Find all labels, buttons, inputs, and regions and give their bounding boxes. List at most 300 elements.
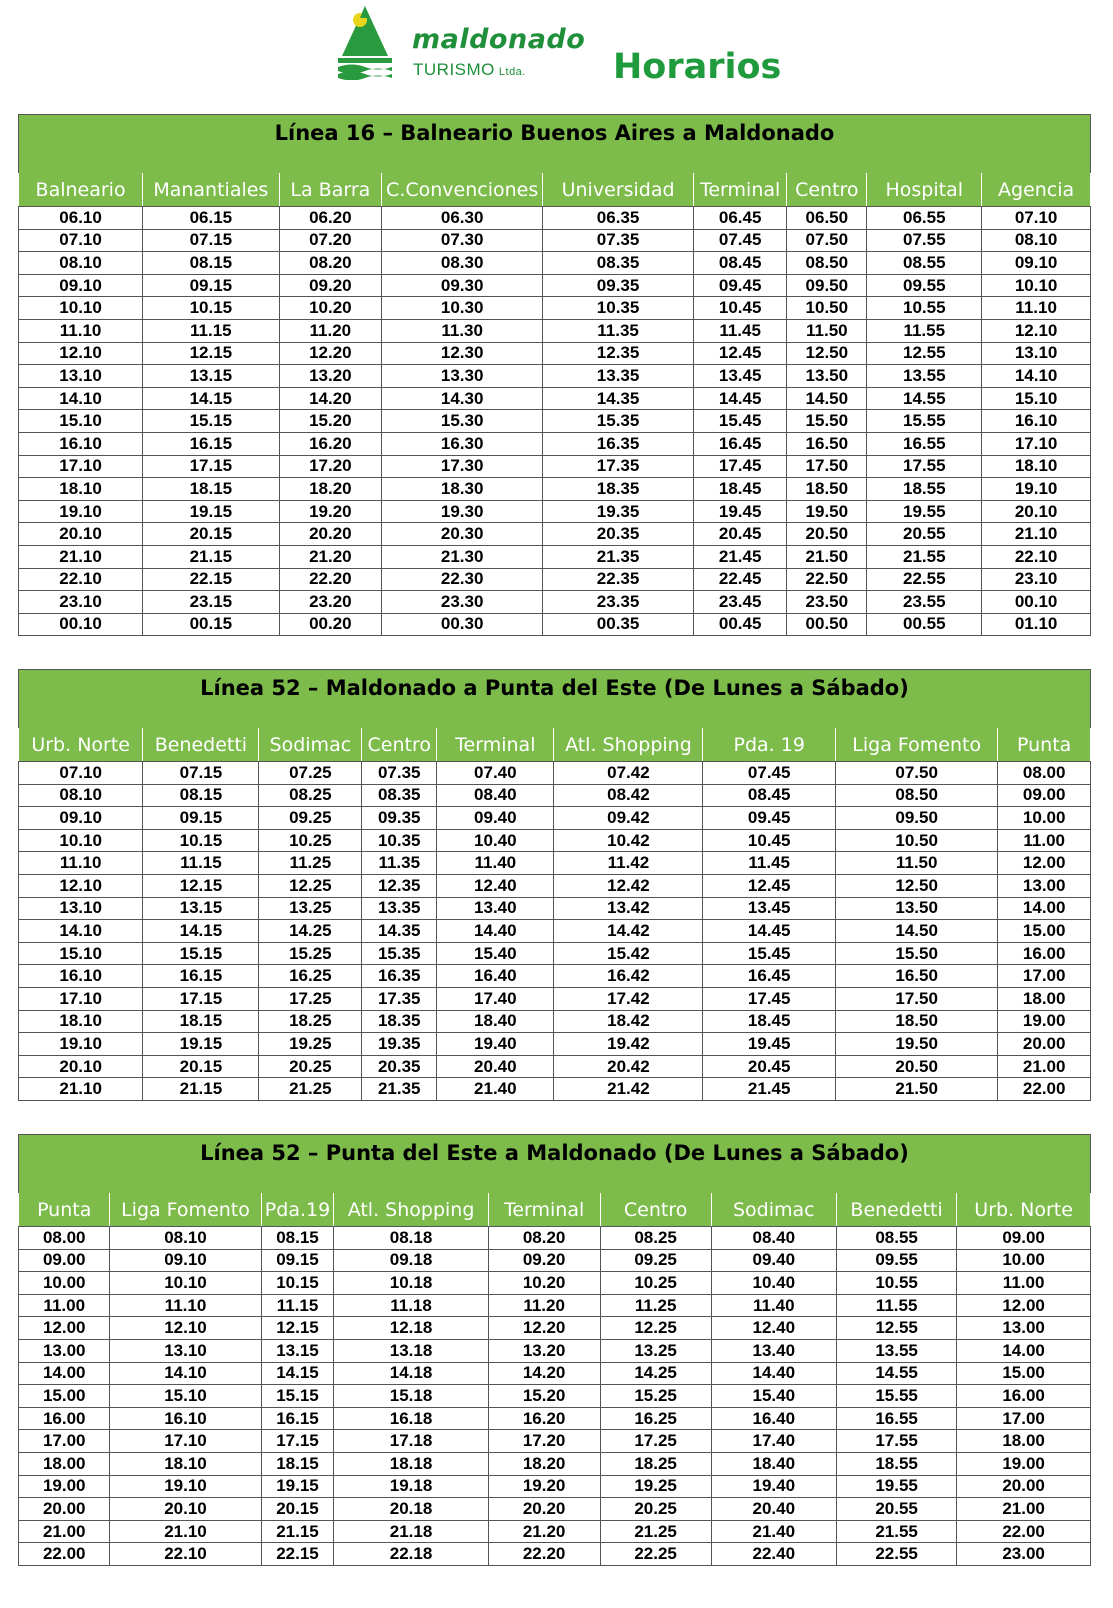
time-cell: 11.10 xyxy=(19,319,143,342)
table-row xyxy=(19,1385,1091,1408)
timetable-linea-52-to-punta xyxy=(18,669,1091,1101)
column-header: Pda.19 xyxy=(261,1193,334,1227)
time-cell: 13.15 xyxy=(261,1339,334,1362)
time-cell: 10.10 xyxy=(19,829,143,852)
time-cell: 06.30 xyxy=(382,207,543,230)
maldonado-logo-icon xyxy=(336,4,394,80)
time-cell: 14.45 xyxy=(693,387,786,410)
column-header: Terminal xyxy=(693,173,786,207)
time-cell: 18.35 xyxy=(362,1010,437,1033)
time-cell: 11.55 xyxy=(836,1294,956,1317)
time-cell: 11.18 xyxy=(334,1294,488,1317)
time-cell: 14.10 xyxy=(110,1362,261,1385)
time-cell: 22.15 xyxy=(261,1543,334,1566)
time-cell: 15.55 xyxy=(867,410,982,433)
time-cell: 08.55 xyxy=(867,252,982,275)
time-cell: 10.00 xyxy=(957,1249,1091,1272)
time-cell: 20.45 xyxy=(703,1055,836,1078)
time-cell: 15.25 xyxy=(600,1385,711,1408)
time-cell: 18.18 xyxy=(334,1452,488,1475)
time-cell: 09.55 xyxy=(836,1249,956,1272)
column-header: Centro xyxy=(787,173,867,207)
time-cell: 20.15 xyxy=(143,523,279,546)
time-cell: 09.00 xyxy=(998,784,1091,807)
table-row xyxy=(19,1055,1091,1078)
time-cell: 09.35 xyxy=(543,274,694,297)
table-row xyxy=(19,613,1091,636)
time-cell: 20.00 xyxy=(998,1033,1091,1056)
time-cell: 19.00 xyxy=(998,1010,1091,1033)
table-title: Línea 52 – Punta del Este a Maldonado (De Lunes a Sábado) xyxy=(19,1135,1091,1194)
time-cell: 17.50 xyxy=(787,455,867,478)
time-cell: 21.40 xyxy=(437,1078,554,1101)
table-row xyxy=(19,987,1091,1010)
time-cell: 17.25 xyxy=(600,1430,711,1453)
time-cell: 22.40 xyxy=(711,1543,836,1566)
time-cell: 20.35 xyxy=(543,523,694,546)
column-header: Punta xyxy=(998,728,1091,762)
time-cell: 09.10 xyxy=(19,274,143,297)
time-cell: 22.00 xyxy=(957,1520,1091,1543)
time-cell: 18.10 xyxy=(110,1452,261,1475)
time-cell: 16.10 xyxy=(19,432,143,455)
time-cell: 14.40 xyxy=(437,920,554,943)
time-cell: 22.00 xyxy=(19,1543,110,1566)
time-cell: 14.18 xyxy=(334,1362,488,1385)
time-cell: 09.25 xyxy=(600,1249,711,1272)
time-cell: 17.50 xyxy=(835,987,997,1010)
time-cell: 08.00 xyxy=(998,762,1091,785)
time-cell: 22.55 xyxy=(867,568,982,591)
time-cell: 19.30 xyxy=(382,500,543,523)
time-cell: 22.55 xyxy=(836,1543,956,1566)
table-row xyxy=(19,478,1091,501)
time-cell: 18.15 xyxy=(143,478,279,501)
time-cell: 11.10 xyxy=(110,1294,261,1317)
time-cell: 08.25 xyxy=(259,784,362,807)
time-cell: 09.10 xyxy=(19,807,143,830)
time-cell: 09.15 xyxy=(261,1249,334,1272)
time-cell: 15.10 xyxy=(982,387,1091,410)
time-cell: 08.10 xyxy=(110,1227,261,1250)
time-cell: 18.10 xyxy=(982,455,1091,478)
time-cell: 14.15 xyxy=(261,1362,334,1385)
time-cell: 13.00 xyxy=(957,1317,1091,1340)
time-cell: 17.10 xyxy=(19,987,143,1010)
time-cell: 07.45 xyxy=(703,762,836,785)
time-cell: 10.20 xyxy=(488,1272,600,1295)
table-row xyxy=(19,1033,1091,1056)
time-cell: 10.25 xyxy=(259,829,362,852)
time-cell: 07.10 xyxy=(19,229,143,252)
time-cell: 14.42 xyxy=(554,920,703,943)
time-cell: 09.42 xyxy=(554,807,703,830)
time-cell: 13.30 xyxy=(382,365,543,388)
column-header-row xyxy=(19,728,1091,762)
time-cell: 09.15 xyxy=(143,274,279,297)
time-cell: 09.40 xyxy=(437,807,554,830)
time-cell: 20.25 xyxy=(600,1498,711,1521)
time-cell: 09.45 xyxy=(693,274,786,297)
time-cell: 10.18 xyxy=(334,1272,488,1295)
time-cell: 12.10 xyxy=(982,319,1091,342)
table-row xyxy=(19,807,1091,830)
column-header: Atl. Shopping xyxy=(334,1193,488,1227)
time-cell: 07.40 xyxy=(437,762,554,785)
time-cell: 13.25 xyxy=(259,897,362,920)
time-cell: 12.55 xyxy=(867,342,982,365)
column-header: Benedetti xyxy=(836,1193,956,1227)
time-cell: 00.30 xyxy=(382,613,543,636)
time-cell: 18.40 xyxy=(711,1452,836,1475)
time-cell: 13.10 xyxy=(19,897,143,920)
time-cell: 09.10 xyxy=(982,252,1091,275)
time-cell: 18.10 xyxy=(19,1010,143,1033)
time-cell: 10.35 xyxy=(543,297,694,320)
brand-name: maldonado xyxy=(412,24,586,55)
time-cell: 15.10 xyxy=(19,942,143,965)
time-cell: 21.00 xyxy=(998,1055,1091,1078)
time-cell: 13.45 xyxy=(693,365,786,388)
time-cell: 15.18 xyxy=(334,1385,488,1408)
time-cell: 10.45 xyxy=(703,829,836,852)
time-cell: 09.50 xyxy=(787,274,867,297)
time-cell: 17.45 xyxy=(693,455,786,478)
table-row xyxy=(19,432,1091,455)
time-cell: 07.35 xyxy=(543,229,694,252)
time-cell: 19.10 xyxy=(19,1033,143,1056)
column-header: Sodimac xyxy=(711,1193,836,1227)
column-header: Punta xyxy=(19,1193,110,1227)
time-cell: 17.15 xyxy=(143,987,259,1010)
time-cell: 08.10 xyxy=(982,229,1091,252)
time-cell: 23.10 xyxy=(982,568,1091,591)
time-cell: 10.15 xyxy=(143,829,259,852)
time-cell: 10.55 xyxy=(836,1272,956,1295)
column-header: Urb. Norte xyxy=(957,1193,1091,1227)
time-cell: 14.20 xyxy=(488,1362,600,1385)
time-cell: 13.15 xyxy=(143,897,259,920)
time-cell: 13.50 xyxy=(835,897,997,920)
column-header: Terminal xyxy=(488,1193,600,1227)
time-cell: 16.30 xyxy=(382,432,543,455)
time-cell: 08.00 xyxy=(19,1227,110,1250)
time-cell: 16.45 xyxy=(703,965,836,988)
time-cell: 15.15 xyxy=(143,942,259,965)
time-cell: 00.50 xyxy=(787,613,867,636)
time-cell: 11.45 xyxy=(703,852,836,875)
time-cell: 11.50 xyxy=(835,852,997,875)
table-body xyxy=(19,762,1091,1101)
time-cell: 19.18 xyxy=(334,1475,488,1498)
time-cell: 14.35 xyxy=(362,920,437,943)
time-cell: 08.15 xyxy=(261,1227,334,1250)
time-cell: 16.45 xyxy=(693,432,786,455)
table-row xyxy=(19,1294,1091,1317)
time-cell: 17.35 xyxy=(543,455,694,478)
time-cell: 13.35 xyxy=(362,897,437,920)
time-cell: 13.15 xyxy=(143,365,279,388)
time-cell: 17.40 xyxy=(711,1430,836,1453)
time-cell: 17.42 xyxy=(554,987,703,1010)
time-cell: 14.00 xyxy=(957,1339,1091,1362)
time-cell: 20.55 xyxy=(836,1498,956,1521)
time-cell: 06.35 xyxy=(543,207,694,230)
time-cell: 07.45 xyxy=(693,229,786,252)
time-cell: 13.55 xyxy=(867,365,982,388)
column-header: Liga Fomento xyxy=(110,1193,261,1227)
time-cell: 08.50 xyxy=(835,784,997,807)
time-cell: 21.15 xyxy=(143,545,279,568)
time-cell: 11.25 xyxy=(259,852,362,875)
time-cell: 16.20 xyxy=(488,1407,600,1430)
column-header-row xyxy=(19,173,1091,207)
time-cell: 12.18 xyxy=(334,1317,488,1340)
table-row xyxy=(19,1249,1091,1272)
time-cell: 10.10 xyxy=(19,297,143,320)
time-cell: 22.45 xyxy=(693,568,786,591)
table-row xyxy=(19,829,1091,852)
time-cell: 10.35 xyxy=(362,829,437,852)
time-cell: 14.40 xyxy=(711,1362,836,1385)
time-cell: 12.50 xyxy=(787,342,867,365)
time-cell: 18.35 xyxy=(543,478,694,501)
time-cell: 07.35 xyxy=(362,762,437,785)
time-cell: 16.15 xyxy=(143,965,259,988)
table-row xyxy=(19,1227,1091,1250)
time-cell: 12.35 xyxy=(543,342,694,365)
time-cell: 11.25 xyxy=(600,1294,711,1317)
time-cell: 22.10 xyxy=(19,568,143,591)
table-row xyxy=(19,1339,1091,1362)
time-cell: 12.30 xyxy=(382,342,543,365)
time-cell: 23.10 xyxy=(19,591,143,614)
time-cell: 13.40 xyxy=(711,1339,836,1362)
time-cell: 14.50 xyxy=(787,387,867,410)
time-cell: 21.55 xyxy=(836,1520,956,1543)
time-cell: 07.30 xyxy=(382,229,543,252)
timetable-linea-52-to-maldonado xyxy=(18,1134,1091,1566)
time-cell: 23.50 xyxy=(787,591,867,614)
time-cell: 19.55 xyxy=(867,500,982,523)
time-cell: 07.50 xyxy=(835,762,997,785)
time-cell: 21.40 xyxy=(711,1520,836,1543)
time-cell: 12.40 xyxy=(711,1317,836,1340)
time-cell: 20.00 xyxy=(19,1498,110,1521)
time-cell: 11.35 xyxy=(543,319,694,342)
time-cell: 17.25 xyxy=(259,987,362,1010)
table-row xyxy=(19,229,1091,252)
time-cell: 21.10 xyxy=(19,1078,143,1101)
time-cell: 20.20 xyxy=(279,523,382,546)
time-cell: 09.18 xyxy=(334,1249,488,1272)
table-row xyxy=(19,387,1091,410)
time-cell: 23.00 xyxy=(957,1543,1091,1566)
time-cell: 12.10 xyxy=(19,874,143,897)
time-cell: 12.15 xyxy=(261,1317,334,1340)
time-cell: 21.25 xyxy=(259,1078,362,1101)
table-row xyxy=(19,342,1091,365)
time-cell: 14.10 xyxy=(19,387,143,410)
time-cell: 14.10 xyxy=(19,920,143,943)
time-cell: 15.25 xyxy=(259,942,362,965)
time-cell: 13.10 xyxy=(110,1339,261,1362)
table-row xyxy=(19,762,1091,785)
table-row xyxy=(19,545,1091,568)
time-cell: 00.45 xyxy=(693,613,786,636)
table-row xyxy=(19,591,1091,614)
time-cell: 07.42 xyxy=(554,762,703,785)
time-cell: 21.25 xyxy=(600,1520,711,1543)
table-row xyxy=(19,1475,1091,1498)
time-cell: 20.40 xyxy=(437,1055,554,1078)
time-cell: 17.00 xyxy=(19,1430,110,1453)
time-cell: 11.10 xyxy=(19,852,143,875)
time-cell: 19.00 xyxy=(957,1452,1091,1475)
time-cell: 21.20 xyxy=(279,545,382,568)
time-cell: 11.00 xyxy=(19,1294,110,1317)
time-cell: 18.55 xyxy=(867,478,982,501)
time-cell: 12.55 xyxy=(836,1317,956,1340)
time-cell: 07.55 xyxy=(867,229,982,252)
time-cell: 06.20 xyxy=(279,207,382,230)
brand-sub-text: TURISMO xyxy=(413,60,495,79)
time-cell: 06.10 xyxy=(19,207,143,230)
table-row xyxy=(19,410,1091,433)
time-cell: 19.25 xyxy=(600,1475,711,1498)
time-cell: 10.45 xyxy=(693,297,786,320)
time-cell: 07.20 xyxy=(279,229,382,252)
time-cell: 15.50 xyxy=(835,942,997,965)
table-row xyxy=(19,1543,1091,1566)
time-cell: 12.00 xyxy=(957,1294,1091,1317)
time-cell: 21.35 xyxy=(362,1078,437,1101)
time-cell: 11.45 xyxy=(693,319,786,342)
time-cell: 13.40 xyxy=(437,897,554,920)
time-cell: 07.50 xyxy=(787,229,867,252)
time-cell: 13.25 xyxy=(600,1339,711,1362)
time-cell: 14.55 xyxy=(836,1362,956,1385)
time-cell: 07.15 xyxy=(143,762,259,785)
time-cell: 14.55 xyxy=(867,387,982,410)
time-cell: 20.18 xyxy=(334,1498,488,1521)
table-body xyxy=(19,207,1091,636)
time-cell: 22.50 xyxy=(787,568,867,591)
time-cell: 17.45 xyxy=(703,987,836,1010)
time-cell: 20.42 xyxy=(554,1055,703,1078)
time-cell: 19.10 xyxy=(982,478,1091,501)
time-cell: 16.00 xyxy=(19,1407,110,1430)
time-cell: 20.30 xyxy=(382,523,543,546)
time-cell: 10.10 xyxy=(982,274,1091,297)
time-cell: 20.50 xyxy=(787,523,867,546)
time-cell: 11.30 xyxy=(382,319,543,342)
time-cell: 14.00 xyxy=(998,897,1091,920)
time-cell: 20.10 xyxy=(110,1498,261,1521)
time-cell: 21.35 xyxy=(543,545,694,568)
time-cell: 08.50 xyxy=(787,252,867,275)
time-cell: 15.45 xyxy=(693,410,786,433)
time-cell: 16.55 xyxy=(867,432,982,455)
time-cell: 19.35 xyxy=(543,500,694,523)
time-cell: 19.00 xyxy=(19,1475,110,1498)
time-cell: 19.15 xyxy=(261,1475,334,1498)
time-cell: 13.45 xyxy=(703,897,836,920)
time-cell: 20.15 xyxy=(143,1055,259,1078)
time-cell: 08.40 xyxy=(437,784,554,807)
time-cell: 18.00 xyxy=(998,987,1091,1010)
time-cell: 06.15 xyxy=(143,207,279,230)
time-cell: 16.00 xyxy=(998,942,1091,965)
time-cell: 16.35 xyxy=(362,965,437,988)
time-cell: 08.42 xyxy=(554,784,703,807)
time-cell: 13.10 xyxy=(19,365,143,388)
time-cell: 21.10 xyxy=(982,523,1091,546)
column-header: Benedetti xyxy=(143,728,259,762)
time-cell: 11.10 xyxy=(982,297,1091,320)
time-cell: 16.00 xyxy=(957,1385,1091,1408)
time-cell: 16.25 xyxy=(259,965,362,988)
time-cell: 21.42 xyxy=(554,1078,703,1101)
time-cell: 16.10 xyxy=(110,1407,261,1430)
time-cell: 09.00 xyxy=(19,1249,110,1272)
time-cell: 13.00 xyxy=(998,874,1091,897)
time-cell: 11.40 xyxy=(711,1294,836,1317)
time-cell: 21.45 xyxy=(693,545,786,568)
time-cell: 23.20 xyxy=(279,591,382,614)
time-cell: 12.40 xyxy=(437,874,554,897)
time-cell: 16.20 xyxy=(279,432,382,455)
time-cell: 08.20 xyxy=(279,252,382,275)
column-header: Sodimac xyxy=(259,728,362,762)
time-cell: 21.00 xyxy=(19,1520,110,1543)
time-cell: 08.18 xyxy=(334,1227,488,1250)
table-row xyxy=(19,897,1091,920)
time-cell: 12.25 xyxy=(259,874,362,897)
time-cell: 22.20 xyxy=(488,1543,600,1566)
time-cell: 09.15 xyxy=(143,807,259,830)
time-cell: 13.00 xyxy=(19,1339,110,1362)
time-cell: 13.10 xyxy=(982,342,1091,365)
time-cell: 06.50 xyxy=(787,207,867,230)
time-cell: 15.30 xyxy=(382,410,543,433)
time-cell: 10.25 xyxy=(600,1272,711,1295)
time-cell: 11.40 xyxy=(437,852,554,875)
time-cell: 10.50 xyxy=(835,829,997,852)
time-cell: 18.45 xyxy=(693,478,786,501)
time-cell: 16.15 xyxy=(261,1407,334,1430)
column-header: Atl. Shopping xyxy=(554,728,703,762)
time-cell: 12.20 xyxy=(279,342,382,365)
time-cell: 15.15 xyxy=(261,1385,334,1408)
timetable-linea-16 xyxy=(18,114,1091,636)
time-cell: 10.40 xyxy=(711,1272,836,1295)
time-cell: 11.35 xyxy=(362,852,437,875)
time-cell: 08.25 xyxy=(600,1227,711,1250)
time-cell: 00.20 xyxy=(279,613,382,636)
time-cell: 14.15 xyxy=(143,920,259,943)
time-cell: 13.50 xyxy=(787,365,867,388)
time-cell: 18.55 xyxy=(836,1452,956,1475)
time-cell: 13.20 xyxy=(279,365,382,388)
brand-ltda: Ltda. xyxy=(498,66,526,78)
time-cell: 08.35 xyxy=(362,784,437,807)
time-cell: 17.00 xyxy=(998,965,1091,988)
time-cell: 20.35 xyxy=(362,1055,437,1078)
time-cell: 12.45 xyxy=(693,342,786,365)
time-cell: 21.20 xyxy=(488,1520,600,1543)
time-cell: 20.15 xyxy=(261,1498,334,1521)
